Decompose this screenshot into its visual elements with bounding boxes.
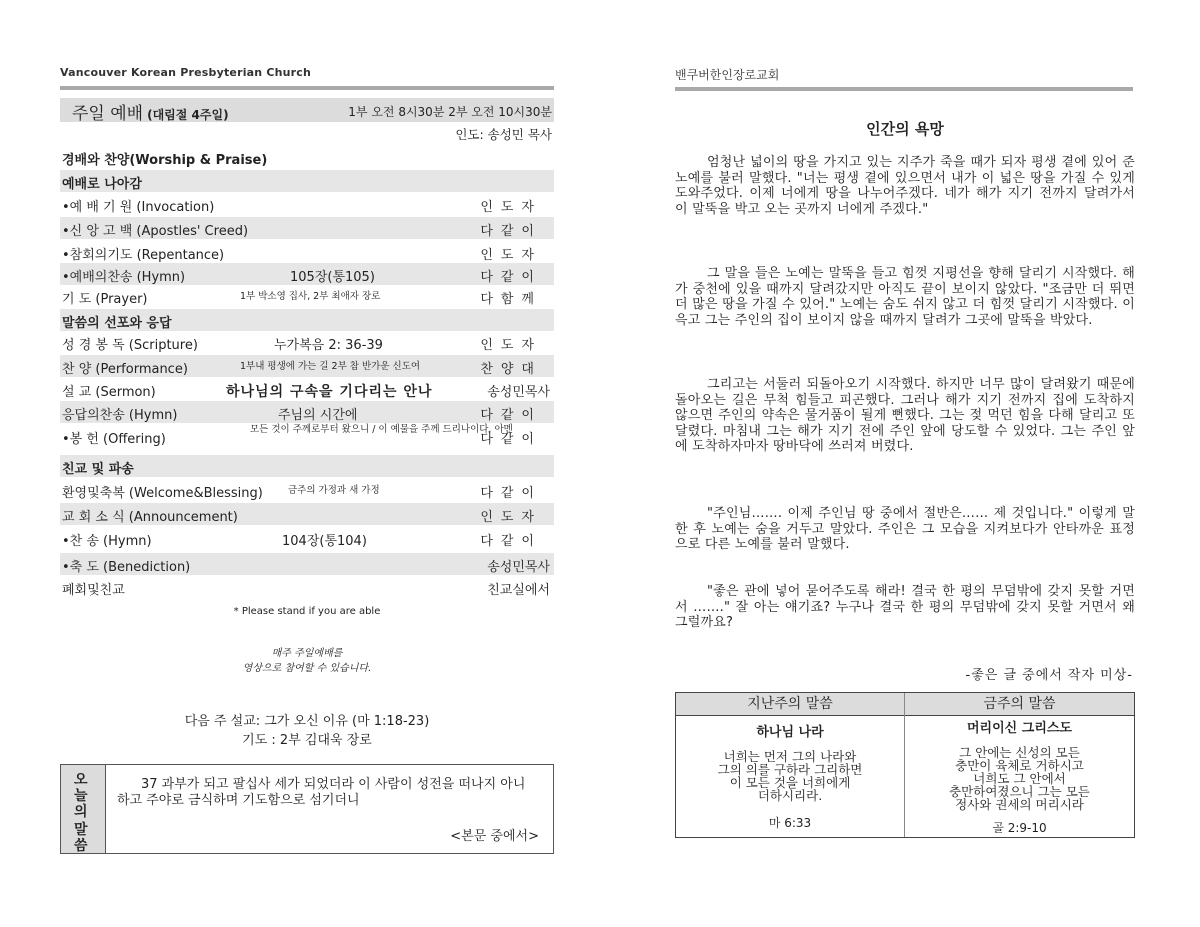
order-item-label: •참회의기도 (Repentance) <box>62 248 225 263</box>
order-item <box>60 378 554 400</box>
this-week-line: 정사와 권세의 머리시라 <box>955 797 1084 812</box>
order-item-label: •예배의찬송 (Hymn) <box>62 270 186 285</box>
order-item-label: 환영및축복 (Welcome&Blessing) <box>62 486 263 501</box>
weekly-word-table <box>675 692 1135 838</box>
service-leader: 인도: 송성민 목사 <box>455 127 552 142</box>
stand-note: * Please stand if you are able <box>233 606 381 617</box>
last-week-line: 이 모든 것을 너희에게 <box>729 775 851 790</box>
header-rule <box>60 86 554 90</box>
weekly-note-line-1: 매주 주일예배를 <box>271 648 343 659</box>
verse-text: 37 과부가 되고 팔십사 세가 되었더라 이 사람이 성전을 떠나지 아니하고 주야로 금식하며 기도함으로 섬기더니 <box>117 777 526 808</box>
essay-paragraph: 엄청난 넓이의 땅을 가지고 있는 지주가 죽을 때가 되자 평생 곁에 있어 준 노예를 불러 말했다. "너는 평생 곁에 있으면서 내가 이 넓은 땅을 가질 수 있게 도와주었다. 이제 너에게 땅을 나누어주겠다. 네가 해가 지기 전까지 달려가서 이 말뚝을 박고 오는 곳까지 너에게 주겠다." <box>675 155 1135 217</box>
last-week-header: 지난주의 말씀 <box>676 693 904 716</box>
order-item <box>60 527 554 549</box>
order-item-detail: 누가복음 2: 36-39 <box>274 338 383 353</box>
order-item <box>60 263 554 285</box>
order-item <box>60 193 554 215</box>
order-item-responsible: 다같이 <box>480 432 542 447</box>
this-week-line: 충만이 육체로 거하시고 <box>955 758 1084 773</box>
essay-source: -좋은 글 중에서 작자 미상- <box>965 668 1133 683</box>
essay-title: 인간의 욕망 <box>866 120 944 138</box>
this-week-header: 금주의 말씀 <box>905 693 1134 716</box>
order-item-label: 응답의찬송 (Hymn) <box>62 408 178 423</box>
this-week-line: 너희도 그 안에서 <box>973 771 1066 786</box>
order-item-responsible: 인도자 <box>480 200 542 215</box>
order-item-label: 경배와 찬양(Worship & Praise) <box>62 153 268 168</box>
this-week-line: 충만하여졌으니 그는 모든 <box>949 784 1090 799</box>
order-item-responsible: 다같이 <box>480 408 542 423</box>
order-item-label: 설 교 (Sermon) <box>62 385 156 400</box>
church-name: Vancouver Korean Presbyterian Church <box>60 66 312 79</box>
order-item <box>60 285 554 307</box>
service-title <box>72 99 229 124</box>
last-week-ref: 마 6:33 <box>768 816 812 830</box>
verse-label-char: 의 <box>74 804 88 820</box>
this-week-line: 그 안에는 신성의 모든 <box>959 745 1080 760</box>
verse-label-char: 오 <box>74 772 88 788</box>
order-section-header <box>60 146 554 168</box>
order-item-detail: 모든 것이 주께로부터 왔으니 / 이 예물을 주께 드리나이다. 아멘 <box>250 424 513 435</box>
order-item <box>60 553 554 575</box>
order-item-responsible: 다같이 <box>480 224 542 239</box>
order-item-label: 예배로 나아감 <box>62 177 142 192</box>
order-item-responsible: 친교실에서 <box>487 583 550 598</box>
order-item-detail: 하나님의 구속을 기다리는 안나 <box>226 384 433 400</box>
last-week-line: 그의 의를 구하라 그리하면 <box>717 762 863 777</box>
service-title-bar <box>60 98 554 122</box>
order-section-header <box>60 455 554 477</box>
order-item-detail: 104장(통104) <box>282 534 367 549</box>
order-section-header <box>60 309 554 331</box>
last-week-word <box>676 717 904 802</box>
order-item-responsible: 다같이 <box>480 486 542 501</box>
service-subtitle: (대림절 4주일) <box>147 108 229 122</box>
order-item <box>60 425 554 447</box>
order-item-detail: 주님의 시간에 <box>278 408 358 423</box>
order-item-label: 성 경 봉 독 (Scripture) <box>62 338 198 353</box>
next-prayer: 기도 : 2부 김대욱 장로 <box>242 733 372 748</box>
service-title-text: 주일 예배 <box>72 104 144 124</box>
last-week-text <box>676 750 904 802</box>
order-item-label: •예 배 기 원 (Invocation) <box>62 200 215 215</box>
header-rule <box>675 87 1133 91</box>
order-item-label: •신 앙 고 백 (Apostles' Creed) <box>62 224 249 239</box>
order-item-responsible: 인도자 <box>480 510 542 525</box>
todays-verse-box <box>60 764 554 854</box>
verse-label <box>61 765 106 853</box>
essay-paragraph: "좋은 관에 넣어 묻어주도록 해라! 결국 한 평의 무덤밖에 갖지 못할 거면서 ……." 잘 아는 얘기죠? 누구나 결국 한 평의 무덤밖에 갖지 못할 거면서 왜 그럴까요? <box>675 584 1135 630</box>
this-week-ref: 골 2:9-10 <box>992 821 1047 835</box>
order-item <box>60 479 554 501</box>
last-week-title: 하나님 나라 <box>756 725 824 740</box>
order-section-header <box>60 170 554 192</box>
essay-paragraph: "주인님……. 이제 주인님 땅 중에서 절반은…… 제 것입니다." 이렇게 말 한 후 노예는 숨을 거두고 말았다. 주인은 그 모습을 지켜보다가 안타까운 표정으로 다른 노예를 불러 말했다. <box>675 506 1135 552</box>
order-item-label: 말씀의 선포와 응답 <box>62 316 172 331</box>
order-item-label: 찬 양 (Performance) <box>62 362 188 377</box>
next-week-info <box>60 712 554 750</box>
order-item-label: •축 도 (Benediction) <box>62 560 191 575</box>
order-item-detail: 1부 박소영 집사, 2부 최애자 장로 <box>240 291 381 302</box>
order-item-responsible: 다같이 <box>480 534 542 549</box>
weekly-note-line-2: 영상으로 참여할 수 있습니다. <box>242 663 372 674</box>
essay-paragraph: 그리고는 서둘러 되돌아오기 시작했다. 하지만 너무 많이 달려왔기 때문에 돌아오는 길은 무척 힘들고 피곤했다. 그러나 해가 지기 전까지 집에 도착하지 않으면 주인의 약속은 물거품이 될게 뻔했다. 그는 젖 먹던 힘을 다해 달리고 또 달렸다. 마침내 그는 해가 지기 전에 주인 앞에 당도할 수 있었다. 그는 주인 앞에 도착하자마자 땅바닥에 쓰러져 버렸다. <box>675 377 1135 454</box>
order-item <box>60 217 554 239</box>
order-item <box>60 241 554 263</box>
order-item <box>60 401 554 423</box>
order-item <box>60 576 554 598</box>
order-item-detail: 금주의 가정과 새 가정 <box>288 485 380 496</box>
last-week-line: 너희는 먼저 그의 나라와 <box>723 749 857 764</box>
verse-label-char: 말 <box>74 822 88 838</box>
this-week-word <box>905 717 1134 811</box>
order-item-detail: 1부내 평생에 가는 길 2부 참 반가운 신도여 <box>240 361 421 372</box>
order-item-label: •찬 송 (Hymn) <box>62 534 152 549</box>
this-week-title: 머리이신 그리스도 <box>967 721 1072 736</box>
order-item-responsible: 다함께 <box>480 292 542 307</box>
order-item-label: •봉 헌 (Offering) <box>62 432 166 447</box>
verse-reference: <본문 중에서> <box>450 829 539 844</box>
verse-label-char: 늘 <box>74 788 88 804</box>
order-item-responsible: 송성민목사 <box>487 560 550 575</box>
order-item-responsible: 송성민목사 <box>487 385 550 400</box>
service-times: 1부 오전 8시30분 2부 오전 10시30분 <box>348 105 552 119</box>
order-item <box>60 503 554 525</box>
order-item-responsible: 인도자 <box>480 338 542 353</box>
order-item-detail: 105장(통105) <box>290 270 375 285</box>
next-sermon: 다음 주 설교: 그가 오신 이유 (마 1:18-23) <box>184 714 430 729</box>
order-item-responsible: 다같이 <box>480 270 542 285</box>
order-item <box>60 331 554 353</box>
order-item-label: 기 도 (Prayer) <box>62 292 148 307</box>
church-name-korean: 밴쿠버한인장로교회 <box>675 68 780 82</box>
verse-label-char: 씀 <box>74 838 88 854</box>
this-week-text <box>905 746 1134 811</box>
order-item <box>60 355 554 377</box>
order-item-label: 친교 및 파송 <box>62 462 134 477</box>
order-item-label: 교 회 소 식 (Announcement) <box>62 510 238 525</box>
essay-paragraph: 그 말을 들은 노예는 말뚝을 들고 힘껏 지평선을 향해 달리기 시작했다. 해가 중천에 있을 때까지 달려갔지만 아직도 끝이 보이지 않았다. "조금만 더 뛰면 더 많은 땅을 가질 수 있어." 노예는 숨도 쉬지 않고 더 힘껏 달리기 시작했다. 이윽고 그는 주인의 집이 보이지 않을 때까지 달려가 그곳에 말뚝을 박았다. <box>675 266 1135 328</box>
order-item-responsible: 인도자 <box>480 248 542 263</box>
order-item-responsible: 찬양대 <box>480 362 542 377</box>
weekly-video-note <box>60 646 554 676</box>
last-week-line: 더하시리라. <box>757 788 823 803</box>
order-item-label: 폐회및친교 <box>62 583 125 598</box>
